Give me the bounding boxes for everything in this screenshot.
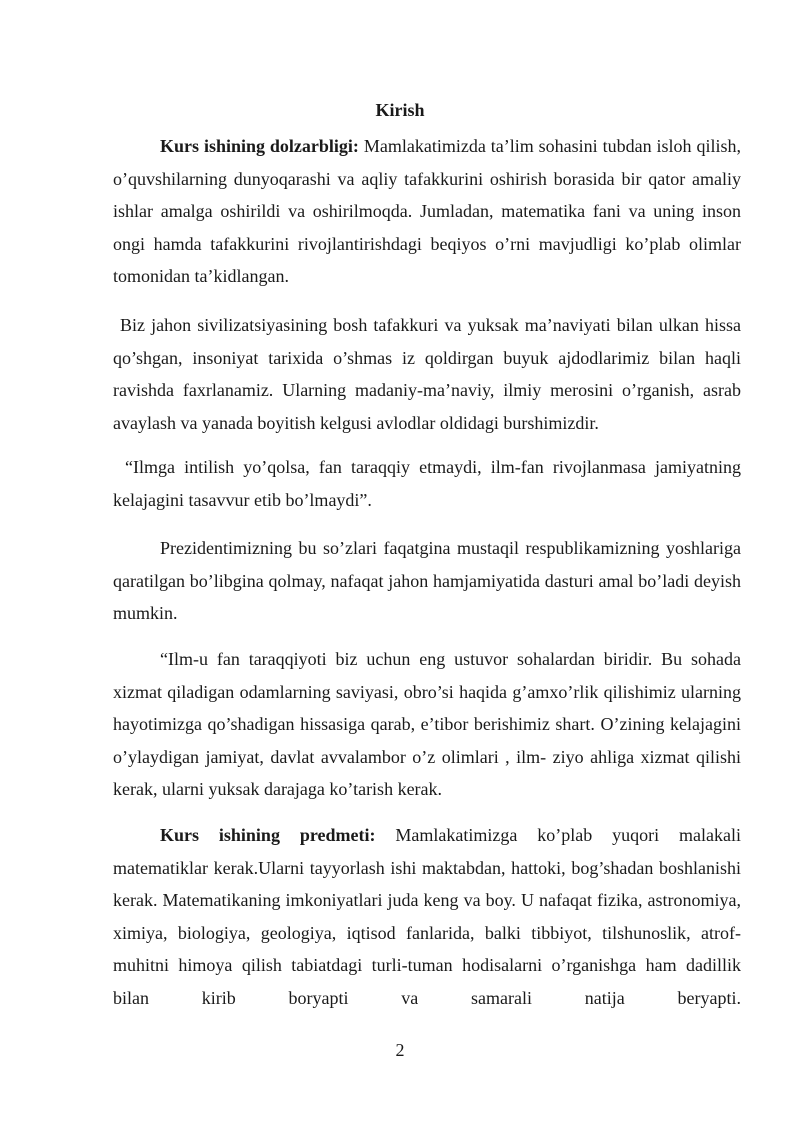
paragraph-president: Prezidentimizning bu so’zlari faqatgina mustaqil respublikamizning yoshlariga qaratilgan bo’libgina qolmay, nafaqat jahon hamjamiyatida dasturi amal bo’ladi deyish mumkin. — [113, 538, 741, 624]
paragraph-text-subject: Mamlakatimizga ko’plab yuqori malakali matematiklar kerak.Ularni tayyorlash ishi maktabdan, hattoki, bog’shadan boshlanishi kerak. Matematikaning imkoniyatlari juda keng va boy. U nafaqat fizika, astronomiya, ximiya, biologiya, geologiya, iqtisod fanlarida, balki tibbiyot, tilshunoslik, atrof-muhitni himoya qilish tabiatdagi turli-tuman hodisalarni o’rganishga ham dadillik bilan kirib boryapti va samarali natija beryapti. — [113, 825, 741, 1008]
paragraph-lead-relevance: Kurs ishining dolzarbligi: — [160, 136, 359, 156]
page-title: Kirish — [375, 100, 425, 120]
paragraph-relevance — [113, 130, 741, 293]
paragraph-lead-subject: Kurs ishining predmeti: — [160, 825, 376, 845]
paragraph-quote-science: “Ilmga intilish yo’qolsa, fan taraqqiy etmaydi, ilm-fan rivojlanmasa jamiyatning kelajagini tasavvur etib bo’lmaydi”. — [113, 457, 741, 510]
paragraph-subject — [113, 819, 741, 1015]
paragraph-heritage: Biz jahon sivilizatsiyasining bosh tafakkuri va yuksak ma’naviyati bilan ulkan hissa qo’shgan, insoniyat tarixida o’shmas iz qoldirgan buyuk ajdodlarimiz bilan haqli ravishda faxrlanamiz. Ularning madaniy-ma’naviy, ilmiy merosini o’rganish, asrab avaylash va yanada boyitish kelgusi avlodlar oldidagi burshimizdir. — [113, 315, 741, 433]
page-number: 2 — [395, 1040, 405, 1060]
paragraph-quote-progress: “Ilm-u fan taraqqiyoti biz uchun eng ustuvor sohalardan biridir. Bu sohada xizmat qiladigan odamlarning saviyasi, obro’si haqida g’amxo’rlik qilishimiz ularning hayotimizga qo’shadigan hissasiga qarab, e’tibor berishimiz shart. O’zining kelajagini o’ylaydigan jamiyat, davlat avvalambor o’z olimlari , ilm- ziyo ahliga xizmat qilishi kerak, ularni yuksak darajaga ko’tarish kerak. — [113, 649, 741, 800]
paragraph-text-relevance: Mamlakatimizda ta’lim sohasini tubdan isloh qilish, o’quvshilarning dunyoqarashi va aqliy tafakkurini oshirish borasida bir qator amaliy ishlar amalga oshirildi va oshirilmoqda. Jumladan, matematika fani va uning inson ongi hamda tafakkurini rivojlantirishdagi beqiyos o’rni mavjudligi ko’plab olimlar tomonidan ta’kidlangan. — [113, 136, 741, 287]
